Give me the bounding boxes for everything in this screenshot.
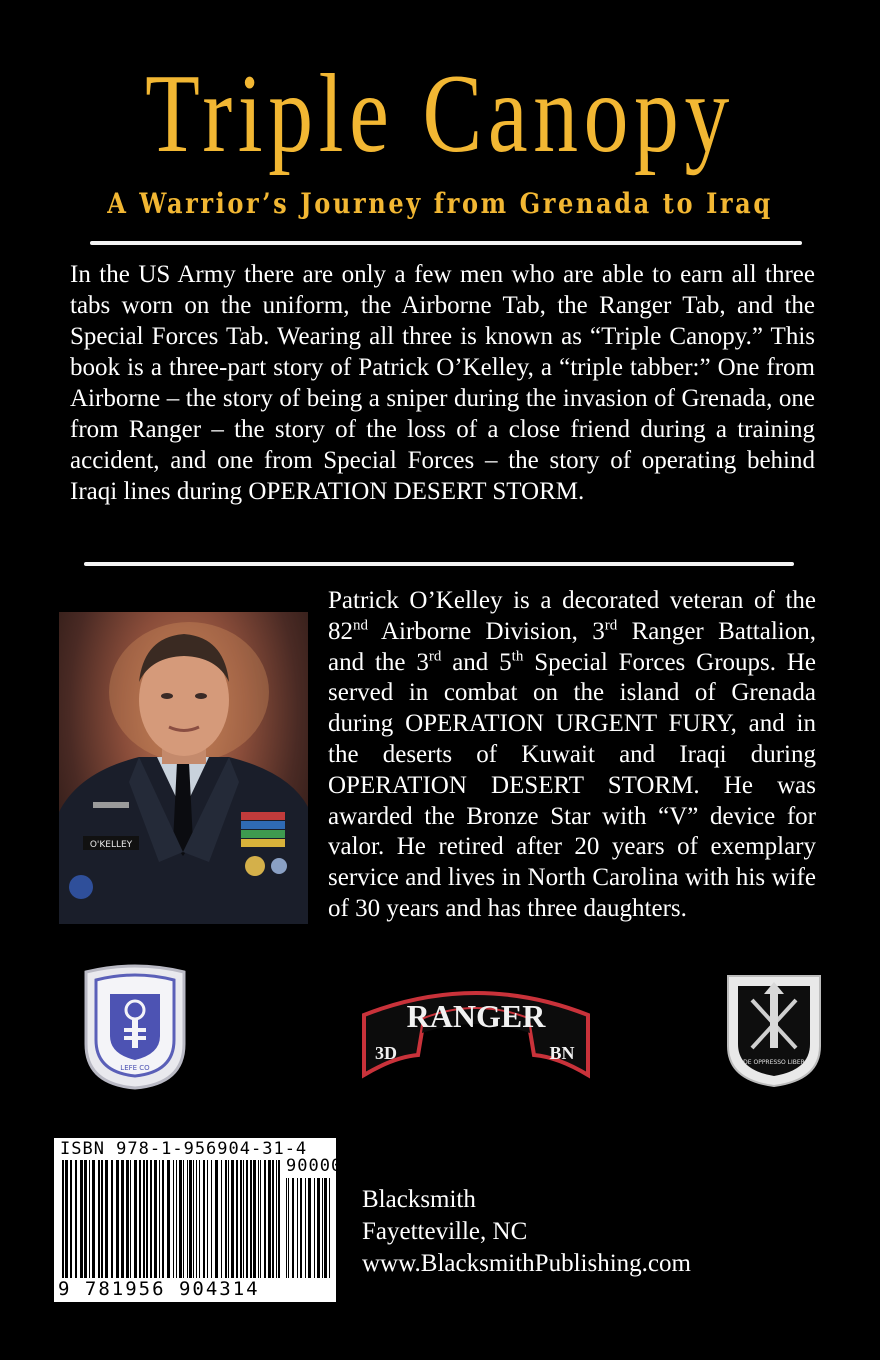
barcode-bar (278, 1160, 280, 1278)
barcode-bar (305, 1178, 306, 1278)
barcode-bar (75, 1160, 77, 1278)
barcode-bar (116, 1160, 119, 1278)
airborne-oval-patch (80, 962, 190, 1090)
isbn-text: ISBN 978-1-956904-31-4 (60, 1139, 308, 1159)
barcode-bar (314, 1178, 315, 1278)
barcode-bar (80, 1160, 83, 1278)
barcode-bar (176, 1160, 177, 1278)
barcode-bar (105, 1160, 108, 1278)
barcode-bar (111, 1160, 113, 1278)
barcode-bar (286, 1178, 287, 1278)
barcode-bar (250, 1160, 252, 1278)
barcode-bar (101, 1160, 103, 1278)
addon-bars (286, 1178, 332, 1278)
bio-part-4: and 5 (441, 648, 512, 676)
barcode-bar (236, 1160, 238, 1278)
top-divider (90, 241, 802, 245)
barcode-bar (231, 1160, 234, 1278)
barcode-bar (199, 1160, 200, 1278)
barcode-bar (193, 1160, 194, 1278)
barcode-bar (70, 1160, 72, 1278)
barcode-bar (225, 1160, 227, 1278)
publisher-name: Blacksmith (362, 1186, 476, 1213)
publisher-city: Fayetteville, NC (362, 1218, 528, 1245)
barcode-bar (162, 1160, 164, 1278)
barcode-bar (300, 1178, 302, 1278)
barcode-bar (253, 1160, 256, 1278)
barcode-bar (268, 1160, 271, 1278)
barcode-bar (62, 1160, 64, 1278)
barcode-bar (324, 1178, 327, 1278)
barcode-bar (292, 1178, 294, 1278)
barcode-bar (146, 1160, 148, 1278)
barcode-bar (173, 1160, 174, 1278)
author-photo (59, 612, 308, 924)
barcode-bar (207, 1160, 208, 1278)
barcode-bar (246, 1160, 248, 1278)
barcode-bar (154, 1160, 157, 1278)
airborne-patch-motto: LEFE CO (120, 1064, 150, 1072)
ranger-left-text: 3D (375, 1043, 397, 1063)
barcode-bar (243, 1160, 244, 1278)
bio-sup-4: th (511, 648, 524, 665)
barcode-bar (258, 1160, 259, 1278)
bio-sup-2: rd (604, 617, 618, 634)
book-subtitle: A Warrior’s Journey from Grenada to Iraq (107, 187, 773, 220)
barcode-bar (276, 1160, 277, 1278)
bio-sup-1: nd (353, 617, 368, 634)
sf-motto: DE OPPRESSO LIBER (743, 1059, 805, 1066)
bio-sup-3: rd (428, 648, 442, 665)
barcode-bar (196, 1160, 197, 1278)
barcode-bar (272, 1160, 274, 1278)
barcode-bar (183, 1160, 184, 1278)
barcode-bar (84, 1160, 87, 1278)
barcode-bar (130, 1160, 131, 1278)
middle-divider (84, 562, 794, 566)
bio-part-1: Patrick O’Kelley is a decorated veteran of the 82 (328, 587, 816, 645)
barcode-bar (167, 1160, 170, 1278)
barcode-bar (264, 1160, 266, 1278)
barcode-bar (260, 1160, 261, 1278)
author-bio (328, 586, 816, 925)
barcode-bar (308, 1178, 311, 1278)
barcode-bar (139, 1160, 141, 1278)
barcode-bar (126, 1160, 129, 1278)
ean-bars (62, 1160, 282, 1278)
book-blurb: In the US Army there are only a few men who are able to earn all three tabs worn on the uniform, the Airborne Tab, the Ranger Tab, and the Special Forces Tab. Wearing all three is known as “Triple Canopy.” This book is a three-part story of Patrick O’Kelley, a “triple tabber:” One from Airborne – the story of being a sniper during the invasion of Grenada, one from Ranger – the story of the loss of a close friend during a training accident, and one from Special Forces – the story of operating behind Iraqi lines during OPERATION DESERT STORM. (70, 261, 815, 505)
barcode-bar (240, 1160, 242, 1278)
ean-digits: 9 781956 904314 (58, 1278, 260, 1300)
barcode-bar (189, 1160, 192, 1278)
barcode-bar (98, 1160, 100, 1278)
barcode-bar (143, 1160, 145, 1278)
barcode-bar (297, 1178, 298, 1278)
name-tag-text: O'KELLEY (89, 840, 133, 850)
barcode-bar (89, 1160, 90, 1278)
barcode-bar (322, 1178, 323, 1278)
barcode-bar (150, 1160, 152, 1278)
bio-part-2: Airborne Division, 3 (368, 617, 605, 645)
ranger-scroll-patch (358, 975, 594, 1085)
ranger-word: RANGER (406, 998, 546, 1034)
barcode-bar (65, 1160, 68, 1278)
addon-code-text: 90000 (286, 1156, 343, 1176)
barcode-bar (203, 1160, 205, 1278)
bio-part-5: Special Forces Groups. He served in combat on the island of Grenada during OPERATION URGENT FURY, and in the deserts of Kuwait and Iraqi during OPERATION DESERT STORM. He was awarded the Bronze Star with “V” device for valor. He retired after 20 years of exemplary service and lives in North Carolina with his wife of 30 years and has three daughters. (328, 648, 817, 922)
ranger-right-text: BN (549, 1043, 575, 1063)
publisher-website: www.BlacksmithPublishing.com (362, 1250, 691, 1277)
publisher-block (362, 1184, 691, 1280)
special-forces-patch (724, 968, 824, 1088)
barcode-bar (228, 1160, 229, 1278)
barcode-bar (179, 1160, 182, 1278)
barcode-bar (211, 1160, 212, 1278)
barcode-bar (92, 1160, 95, 1278)
barcode-bar (288, 1178, 289, 1278)
barcode-bar (215, 1160, 218, 1278)
isbn-barcode (54, 1138, 343, 1302)
bio-part-3: Ranger Battalion, and the 3 (328, 617, 816, 676)
barcode-bar (221, 1160, 222, 1278)
barcode-bar (159, 1160, 160, 1278)
barcode-bar (329, 1178, 330, 1278)
barcode-bar (187, 1160, 188, 1278)
book-title: Triple Canopy (145, 52, 735, 176)
barcode-bar (317, 1178, 320, 1278)
barcode-bar (121, 1160, 124, 1278)
barcode-bar (134, 1160, 137, 1278)
